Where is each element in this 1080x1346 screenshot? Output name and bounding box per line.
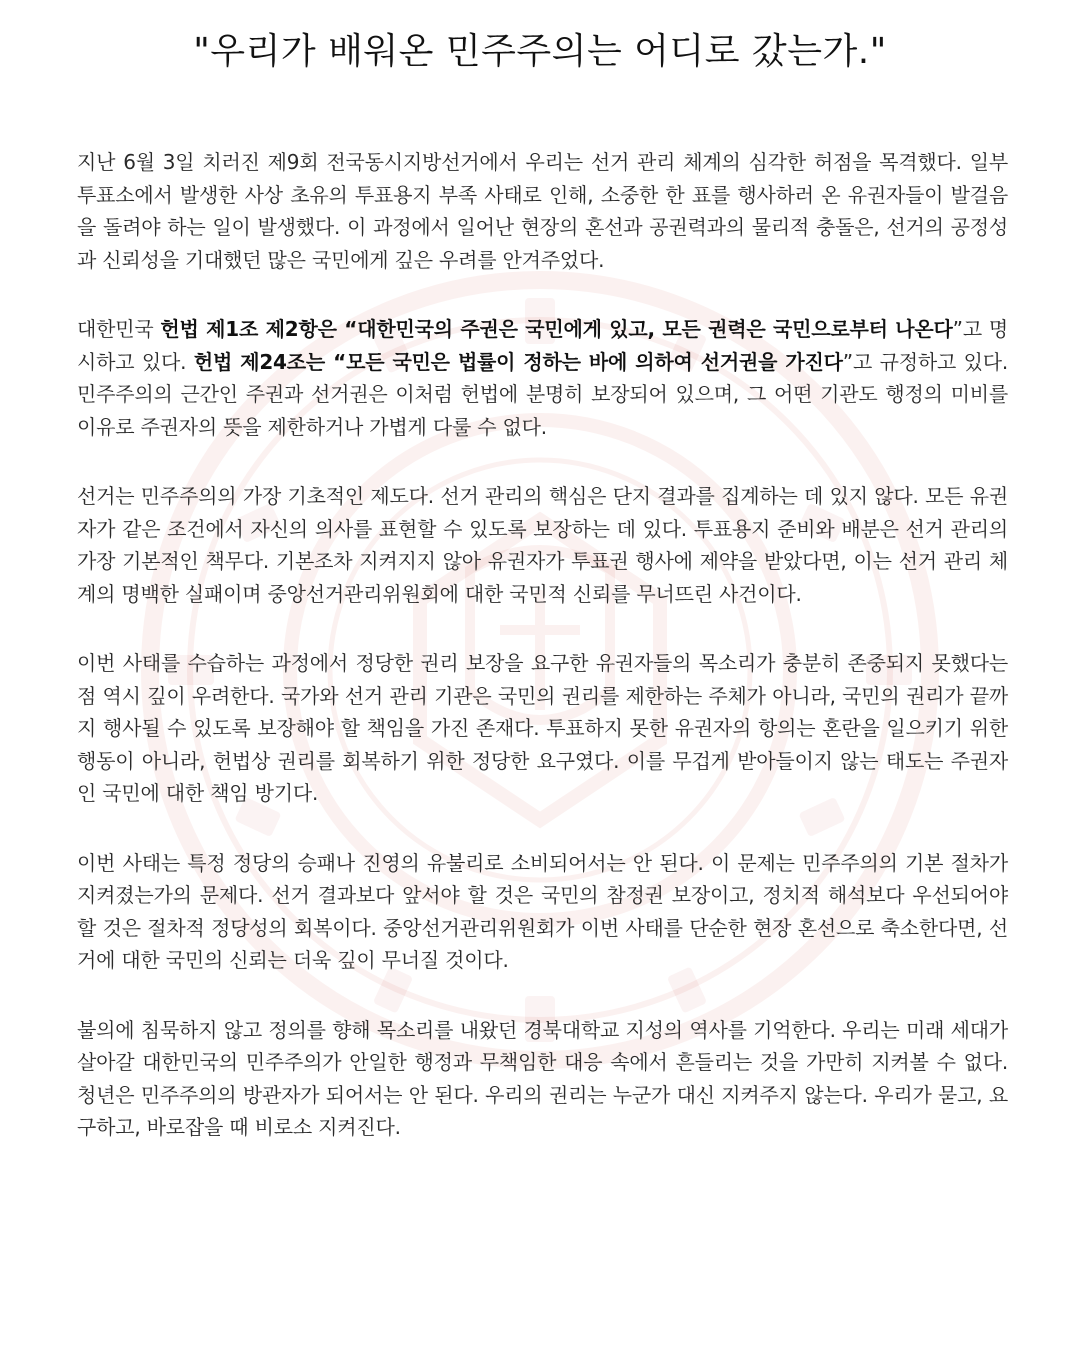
paragraph-2-text-2: ”고 명시하고 있다. (77, 317, 1008, 374)
constitution-article-24-quote: 헌법 제24조는 “모든 국민은 법률이 정하는 바에 의하여 선거권을 가진다 (193, 349, 843, 374)
paragraph-2 (77, 313, 1008, 443)
paragraph-2-text-1: 대한민국 (77, 317, 161, 341)
paragraph-1: 지난 6월 3일 치러진 제9회 전국동시지방선거에서 우리는 선거 관리 체계의 심각한 허점을 목격했다. 일부 투표소에서 발생한 사상 초유의 투표용지 부족 사태로 인해, 소중한 한 표를 행사하러 온 유권자들이 발걸음을 돌려야 하는 일이 발생했다. 이 과정에서 일어난 현장의 혼선과 공권력과의 물리적 충돌은, 선거의 공정성과 신뢰성을 기대했던 많은 국민에게 깊은 우려를 안겨주었다. (77, 150, 1008, 272)
paragraph-6: 불의에 침묵하지 않고 정의를 향해 목소리를 내왔던 경북대학교 지성의 역사를 기억한다. 우리는 미래 세대가 살아갈 대한민국의 민주주의가 안일한 행정과 무책임한 대응 속에서 흔들리는 것을 가만히 지켜볼 수 없다. 청년은 민주주의의 방관자가 되어서는 안 된다. 우리의 권리는 누군가 대신 지켜주지 않는다. 우리가 묻고, 요구하고, 바로잡을 때 비로소 지켜진다. (77, 1017, 1008, 1139)
paragraph-4: 이번 사태를 수습하는 과정에서 정당한 권리 보장을 요구한 유권자들의 목소리가 충분히 존중되지 못했다는 점 역시 깊이 우려한다. 국가와 선거 관리 기관은 국민의 권리를 제한하는 주체가 아니라, 국민의 권리가 끝까지 행사될 수 있도록 보장해야 할 책임을 가진 존재다. 투표하지 못한 유권자의 항의는 혼란을 일으키기 위한 행동이 아니라, 헌법상 권리를 회복하기 위한 정당한 요구였다. 이를 무겁게 받아들이지 않는 태도는 주권자인 국민에 대한 책임 방기다. (77, 651, 1008, 805)
document-title: "우리가 배워온 민주주의는 어디로 갔는가." (193, 31, 887, 72)
paragraph-2-text-3: ”고 규정하고 있다. 민주주의의 근간인 주권과 선거권은 이처럼 헌법에 분명히 보장되어 있으며, 그 어떤 기관도 행정의 미비를 이유로 주권자의 뜻을 제한하거나 가볍게 다룰 수 없다. (77, 349, 1008, 439)
constitution-article-1-quote: 헌법 제1조 제2항은 “대한민국의 주권은 국민에게 있고, 모든 권력은 국민으로부터 나온다 (160, 317, 953, 341)
paragraph-5: 이번 사태는 특정 정당의 승패나 진영의 유불리로 소비되어서는 안 된다. 이 문제는 민주주의의 기본 절차가 지켜졌는가의 문제다. 선거 결과보다 앞서야 할 것은 국민의 참정권 보장이고, 정치적 해석보다 우선되어야 할 것은 절차적 정당성의 회복이다. 중앙선거관리위원회가 이번 사태를 단순한 현장 혼선으로 축소한다면, 선거에 대한 국민의 신뢰는 더욱 깊이 무너질 것이다. (77, 850, 1008, 972)
document-body (77, 146, 1008, 1181)
paragraph-3: 선거는 민주주의의 가장 기초적인 제도다. 선거 관리의 핵심은 단지 결과를 집계하는 데 있지 않다. 모든 유권자가 같은 조건에서 자신의 의사를 표현할 수 있도록 보장하는 데 있다. 투표용지 준비와 배분은 선거 관리의 가장 기본적인 책무다. 기본조차 지켜지지 않아 유권자가 투표권 행사에 제약을 받았다면, 이는 선거 관리 체계의 명백한 실패이며 중앙선거관리위원회에 대한 국민적 신뢰를 무너뜨린 사건이다. (77, 484, 1008, 606)
